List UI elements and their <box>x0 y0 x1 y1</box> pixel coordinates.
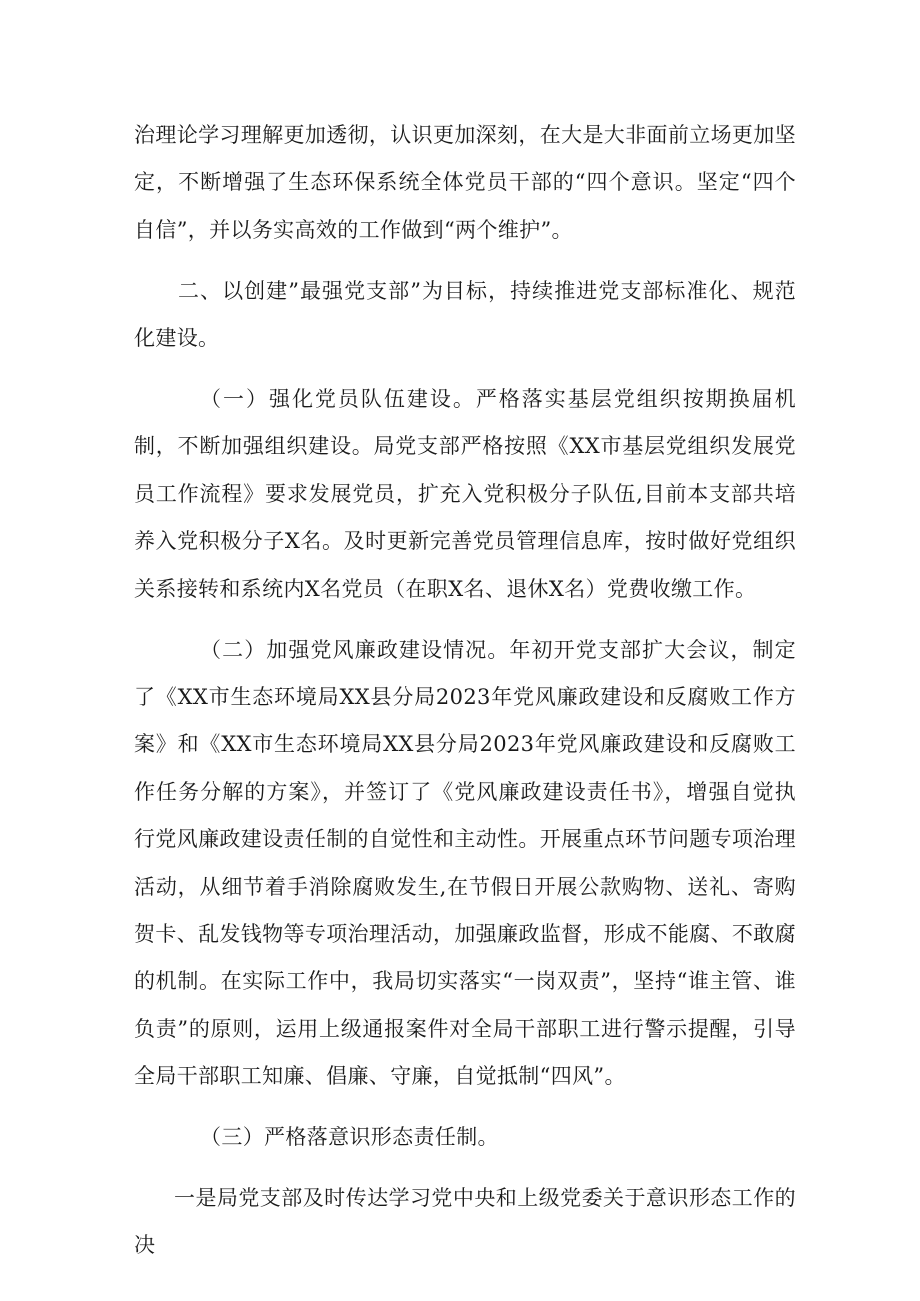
section-heading-two: 二、以创建”最强党支部”为目标，持续推进党支部标准化、规范化建设。 <box>134 278 796 351</box>
paragraph-continuation: 治理论学习理解更加透彻，认识更加深刻，在大是大非面前立场更加坚定，不断增强了生态环保系统全体党员干部的“四个意识。坚定“四个自信”，并以务实高效的工作做到“两个维护”。 <box>134 123 796 242</box>
subsection-one-paragraph: （一）强化党员队伍建设。严格落实基层党组织按期换届机制，不断加强组织建设。局党支部严格按照《XX市基层党组织发展党员工作流程》要求发展党员，扩充入党积极分子队伍,目前本支部共培养入党积极分子X名。及时更新完善党员管理信息库，按时做好党组织关系接转和系统内X名党员（在职X名、退休X名）党费收缴工作。 <box>134 387 796 601</box>
subsection-three-heading: （三）严格落意识形态责任制。 <box>200 1125 499 1150</box>
document-body <box>134 112 796 1283</box>
subsection-two-paragraph: （二）加强党风廉政建设情况。年初开党支部扩大会议，制定了《XX市生态环境局XX县分局2023年党风廉政建设和反腐败工作方案》和《XX市生态环境局XX县分局2023年党风廉政建设和反腐败工作任务分解的方案》，并签订了《党风廉政建设责任书》，增强自觉执行党风廉政建设责任制的自觉性和主动性。开展重点环节问题专项治理活动，从细节着手消除腐败发生,在节假日开展公款购物、送礼、寄购贺卡、乱发钱物等专项治理活动，加强廉政监督，形成不能腐、不敢腐的机制。在实际工作中，我局切实落实“一岗双责”，坚持“谁主管、谁负责”的原则，运用上级通报案件对全局干部职工进行警示提醒，引导全局干部职工知廉、倡廉、守廉，自觉抵制“四风”。 <box>134 637 796 1089</box>
paragraph-first-point: 一是局党支部及时传达学习党中央和上级党委关于意识形态工作的决 <box>134 1186 796 1258</box>
